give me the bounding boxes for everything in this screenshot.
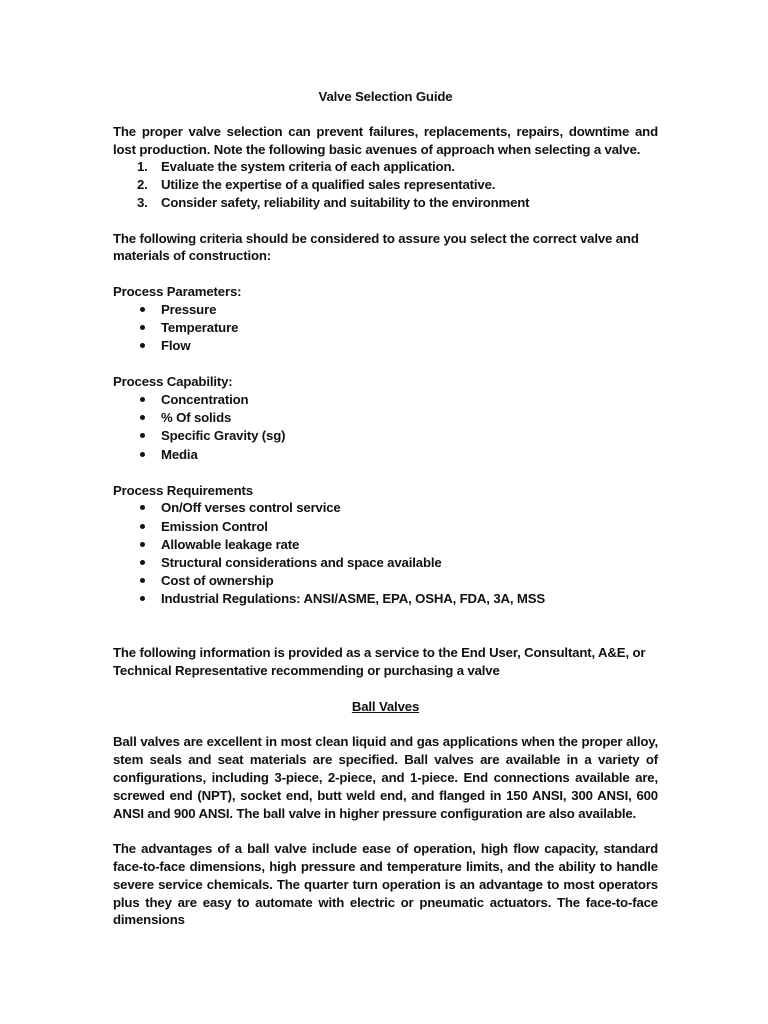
list-item-text: Industrial Regulations: ANSI/ASME, EPA, OSHA, FDA, 3A, MSS xyxy=(161,591,546,607)
steps-list xyxy=(113,158,658,211)
list-item xyxy=(113,391,658,409)
service-note-paragraph: The following information is provided as a service to the End User, Consultant, A&E, or Technical Representative recommending or purchasing a valve xyxy=(113,645,646,678)
list-item xyxy=(113,572,658,590)
list-item xyxy=(113,499,658,517)
bullet-icon xyxy=(140,415,145,420)
step-text: Evaluate the system criteria of each application. xyxy=(161,159,455,175)
spacer xyxy=(113,822,658,840)
step-text: Utilize the expertise of a qualified sales representative. xyxy=(161,177,496,193)
list-item-text: Temperature xyxy=(161,319,239,335)
bullet-icon xyxy=(140,505,145,510)
intro-paragraph: The proper valve selection can prevent failures, replacements, repairs, downtime and lost production. Note the following basic avenues of approach when selecting a valve. xyxy=(113,123,658,157)
list-item xyxy=(113,590,658,608)
ball-valves-heading: Ball Valves xyxy=(351,698,420,714)
ball-valves-paragraph-2: The advantages of a ball valve include ease of operation, high flow capacity, standard face-to-face dimensions, high pressure and temperature limits, and the ability to handle severe service chemicals. The quarter turn operation is an advantage to most operators plus they are easy to automate with electric or pneumatic actuators. The face-to-face dimensions xyxy=(113,841,658,928)
process-requirements-heading: Process Requirements xyxy=(113,482,253,498)
bullet-icon xyxy=(140,596,145,601)
list-item xyxy=(113,518,658,536)
list-item xyxy=(113,301,658,319)
list-item xyxy=(113,337,658,355)
step-number: 1. xyxy=(137,159,148,175)
bullet-icon xyxy=(140,578,145,583)
list-item-text: Specific Gravity (sg) xyxy=(161,428,286,444)
bullet-icon xyxy=(140,452,145,457)
spacer xyxy=(113,212,658,230)
spacer xyxy=(113,464,658,482)
list-item-text: Structural considerations and space available xyxy=(161,554,442,570)
process-requirements-list xyxy=(113,499,658,608)
list-item-text: % Of solids xyxy=(161,410,232,426)
spacer xyxy=(113,265,658,283)
list-item xyxy=(113,319,658,337)
list-item xyxy=(113,176,658,194)
bullet-icon xyxy=(140,307,145,312)
list-item-text: Cost of ownership xyxy=(161,573,274,589)
list-item-text: On/Off verses control service xyxy=(161,500,341,516)
list-item xyxy=(113,409,658,427)
list-item xyxy=(113,427,658,445)
bullet-icon xyxy=(140,560,145,565)
process-parameters-list xyxy=(113,301,658,356)
step-number: 2. xyxy=(137,177,148,193)
step-number: 3. xyxy=(137,194,148,210)
bullet-icon xyxy=(140,343,145,348)
criteria-intro-paragraph: The following criteria should be considered to assure you select the correct valve and materials of construction: xyxy=(113,230,639,264)
bullet-icon xyxy=(140,542,145,547)
list-item xyxy=(113,446,658,464)
process-capability-heading: Process Capability: xyxy=(113,374,233,390)
list-item xyxy=(113,554,658,572)
ball-valves-paragraph-1: Ball valves are excellent in most clean liquid and gas applications when the proper alloy, stem seals and seat materials are specified. Ball valves are available in a variety of configurations, including 3-piece, 2-piece, and 1-piece. End connections available are, screwed end (NPT), socket end, butt weld end, and flanged in 150 ANSI, 300 ANSI, 600 ANSI and 900 ANSI. The ball valve in higher pressure configuration are also available. xyxy=(113,734,658,821)
list-item-text: Allowable leakage rate xyxy=(161,536,300,552)
bullet-icon xyxy=(140,325,145,330)
list-item-text: Emission Control xyxy=(161,518,268,534)
document-page xyxy=(113,88,658,929)
list-item-text: Concentration xyxy=(161,391,249,407)
step-text: Consider safety, reliability and suitability to the environment xyxy=(161,194,530,210)
bullet-icon xyxy=(140,397,145,402)
spacer xyxy=(113,716,658,734)
list-item-text: Pressure xyxy=(161,301,217,317)
process-parameters-heading: Process Parameters: xyxy=(113,283,242,299)
document-title: Valve Selection Guide xyxy=(318,89,453,104)
list-item xyxy=(113,536,658,554)
list-item-text: Media xyxy=(161,446,198,462)
list-item xyxy=(113,194,658,212)
bullet-icon xyxy=(140,433,145,438)
list-item-text: Flow xyxy=(161,338,191,354)
spacer xyxy=(113,355,658,373)
process-capability-list xyxy=(113,391,658,464)
bullet-icon xyxy=(140,524,145,529)
spacer xyxy=(113,609,658,645)
list-item xyxy=(113,158,658,176)
